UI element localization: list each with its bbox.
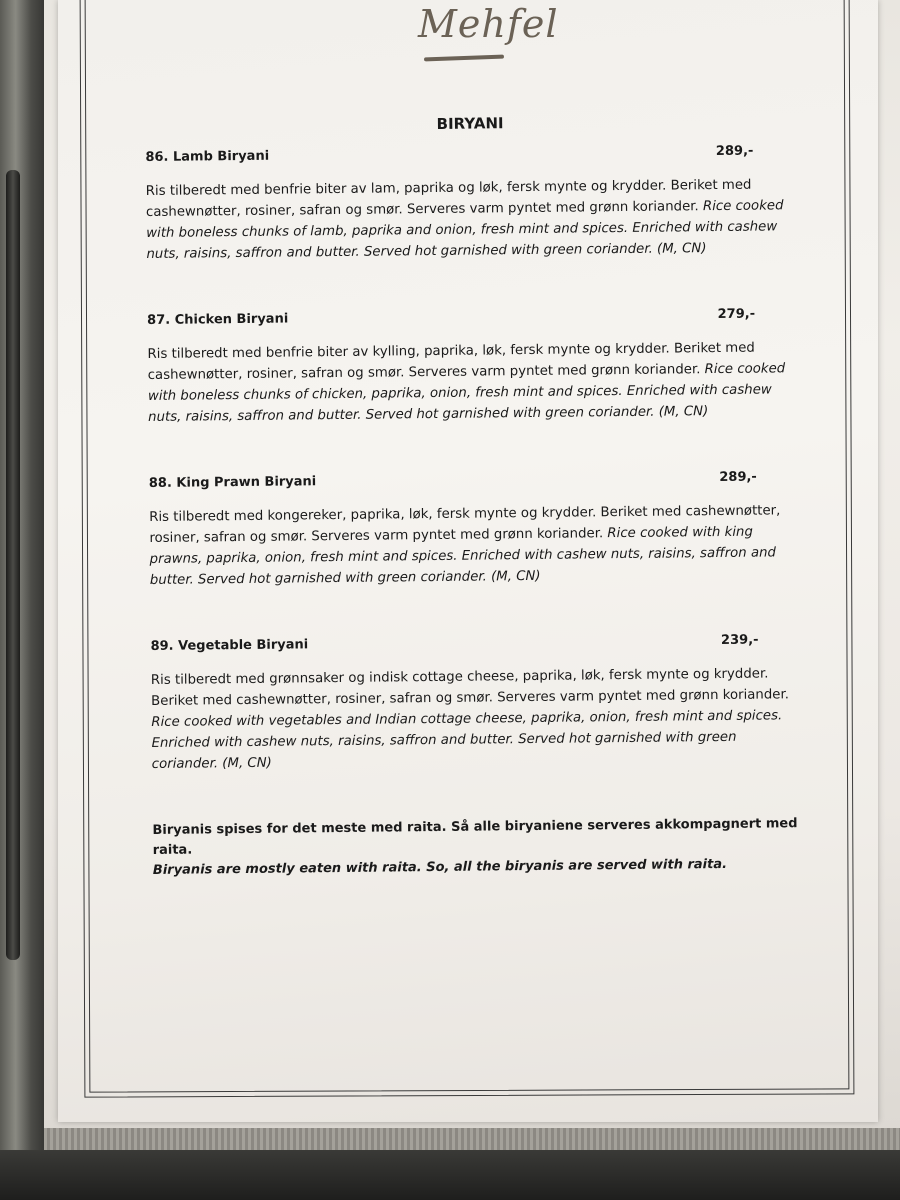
item-price: 279,- <box>717 306 756 323</box>
item-description-norwegian: Ris tilberedt med benfrie biter av lam, paprika og løk, fersk mynte og krydder. Beriket med cashewnøtter, rosiner, safran og smør. Serveres varm pyntet med grønn koriander. <box>145 177 752 220</box>
menu-content <box>145 111 803 881</box>
restaurant-logo: Mehfel <box>418 2 559 46</box>
item-description <box>147 337 798 428</box>
item-title: 88. King Prawn Biryani <box>148 474 317 491</box>
footnote-norwegian: Biryanis spises for det meste med raita. Så alle biryaniene serveres akkompagnert med raita. <box>152 816 798 858</box>
item-price: 289,- <box>719 469 757 486</box>
binder-cover-bottom <box>0 1150 900 1200</box>
footnote-english: Biryanis are mostly eaten with raita. So, all the biryanis are served with raita. <box>152 856 728 878</box>
binder-ring <box>6 170 20 960</box>
item-description <box>146 174 797 265</box>
item-price: 239,- <box>720 632 759 648</box>
item-price: 289,- <box>715 143 754 160</box>
item-description <box>149 500 800 591</box>
raita-footnote <box>152 814 803 881</box>
item-description-norwegian: Ris tilberedt med kongereker, paprika, løk, fersk mynte og krydder. Beriket med cashewnøtter, rosiner, safran og smør. Serveres varm pyntet med grønn koriander. <box>149 503 781 546</box>
item-description-norwegian: Ris tilberedt med benfrie biter av kylling, paprika, løk, fersk mynte og krydder. Beriket med cashewnøtter, rosiner, safran og smør. Serveres varm pyntet med grønn koriander. <box>147 340 755 383</box>
item-title: 86. Lamb Biryani <box>145 148 270 165</box>
menu-item <box>149 469 800 591</box>
menu-item <box>147 306 798 428</box>
menu-item <box>150 632 801 775</box>
menu-item <box>145 143 796 265</box>
item-description-english: Rice cooked with vegetables and Indian cottage cheese, paprika, onion, fresh mint and spices. Enriched with cashew nuts, raisins, saffron and butter. Served hot garnished with green coriander. (M, CN) <box>151 708 783 772</box>
item-description-english: Rice cooked with boneless chunks of chicken, paprika, onion, fresh mint and spices. Enriched with cashew nuts, raisins, saffron and butter. Served hot garnished with green coriander. (M, CN) <box>147 361 786 425</box>
item-title: 89. Vegetable Biryani <box>150 637 309 654</box>
section-title: BIRYANI <box>436 114 504 133</box>
item-description <box>151 663 802 775</box>
item-title: 87. Chicken Biryani <box>147 311 289 328</box>
item-description-english: Rice cooked with boneless chunks of lamb, paprika and onion, fresh mint and spices. Enriched with cashew nuts, raisins, saffron and butter. Served hot garnished with green coriander. (M, CN) <box>146 198 784 262</box>
item-description-norwegian: Ris tilberedt med grønnsaker og indisk cottage cheese, paprika, løk, fersk mynte og krydder. Beriket med cashewnøtter, rosiner, safran og smør. Serveres varm pyntet med grønn koriander. <box>150 666 789 709</box>
item-description-english: Rice cooked with king prawns, paprika, onion, fresh mint and spices. Enriched with cashew nuts, raisins, saffron and butter. Served hot garnished with green coriander. (M, CN) <box>149 524 777 588</box>
